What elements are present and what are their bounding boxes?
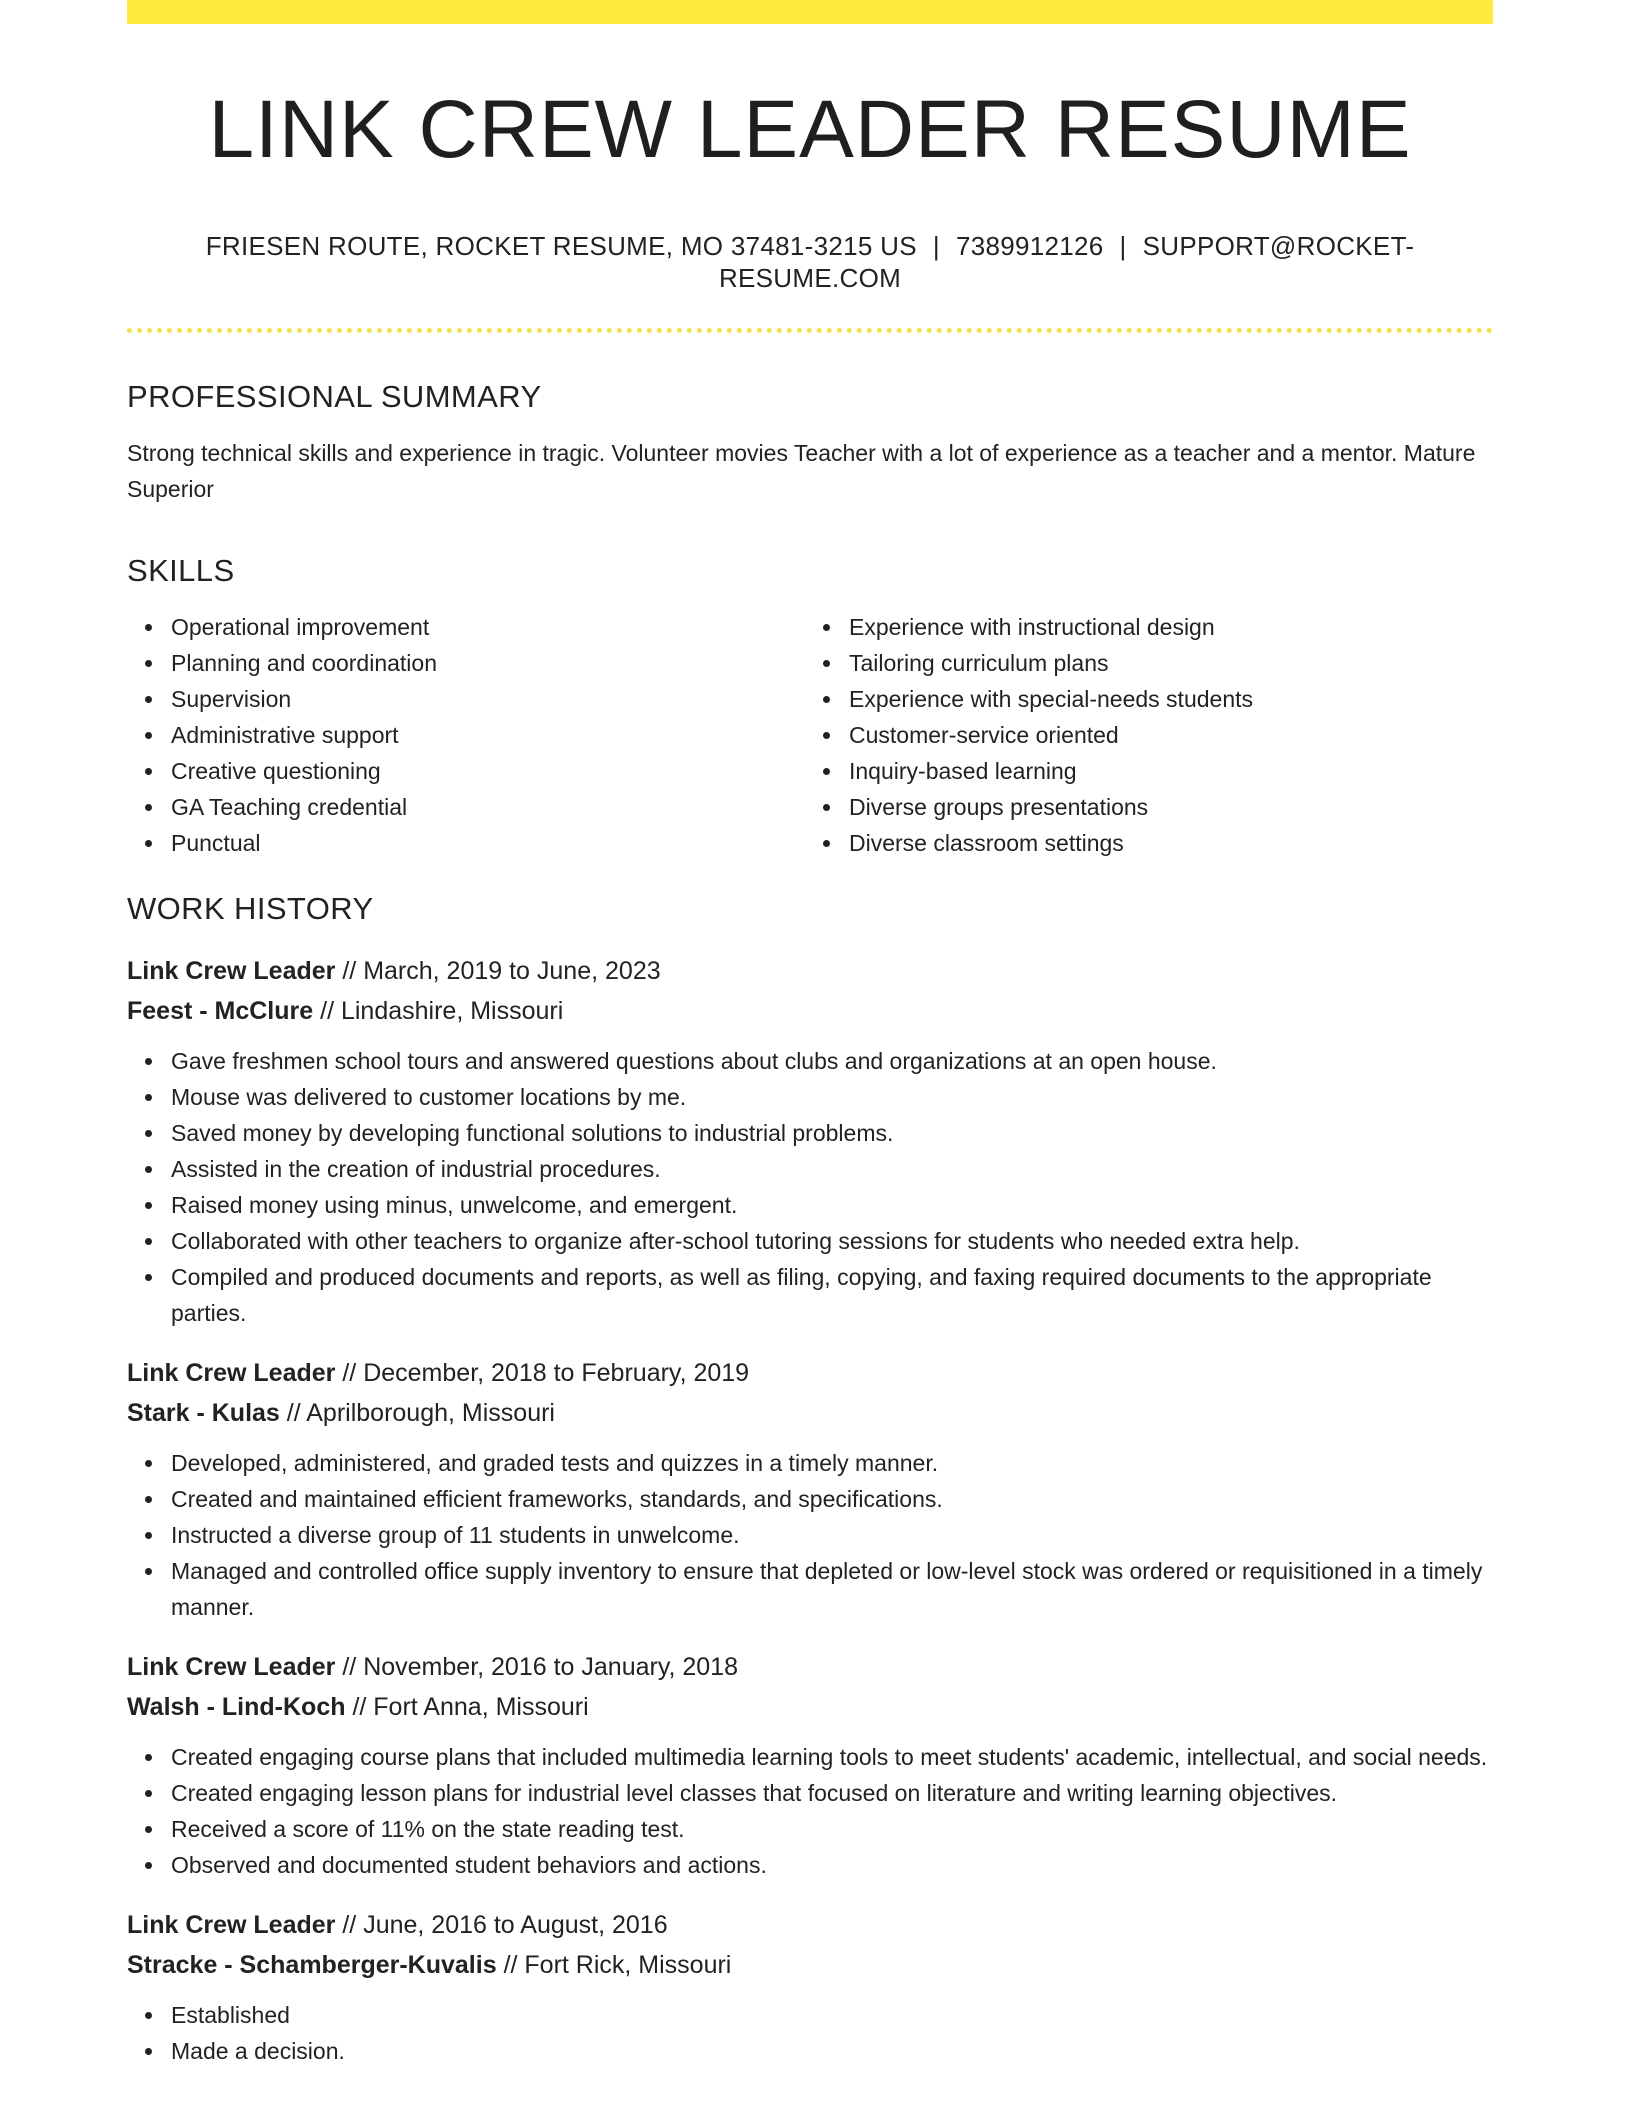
job-dates: // November, 2016 to January, 2018 [342, 1653, 738, 1681]
job-bullet: Saved money by developing functional solutions to industrial problems. [171, 1115, 1493, 1151]
contact-line [127, 230, 1493, 294]
job-company: Walsh - Lind-Koch [127, 1693, 346, 1721]
job-company: Stark - Kulas [127, 1399, 280, 1427]
job-location: // Fort Rick, Missouri [503, 1951, 732, 1979]
job-location: // Lindashire, Missouri [320, 997, 564, 1025]
skill-item: Inquiry-based learning [849, 753, 1479, 789]
job-bullet: Gave freshmen school tours and answered questions about clubs and organizations at an open house. [171, 1043, 1493, 1079]
skill-item: Customer-service oriented [849, 717, 1479, 753]
job-bullet: Compiled and produced documents and reports, as well as filing, copying, and faxing required documents to the appropriate parties. [171, 1259, 1493, 1331]
job-title-line [127, 1647, 1493, 1687]
job-company: Feest - McClure [127, 997, 314, 1025]
job-dates: // June, 2016 to August, 2016 [342, 1911, 668, 1939]
summary-text: Strong technical skills and experience in tragic. Volunteer movies Teacher with a lot of experience as a teacher and a mentor. Mature Superior [127, 440, 1476, 502]
job-dates: // December, 2018 to February, 2019 [342, 1359, 750, 1387]
skill-item: Experience with special-needs students [849, 681, 1479, 717]
skill-item: Planning and coordination [171, 645, 801, 681]
job-entry [127, 951, 1493, 1331]
contact-email: SUPPORT@ROCKET-RESUME.COM [718, 231, 1415, 293]
job-bullet: Created engaging course plans that included multimedia learning tools to meet students' academic, intellectual, and social needs. [171, 1739, 1493, 1775]
job-company-line [127, 991, 1493, 1031]
job-entry [127, 1905, 1493, 2069]
skill-item: Punctual [171, 825, 801, 861]
skills-column-left [127, 609, 801, 861]
job-bullets [127, 1739, 1493, 1883]
skills-list [127, 609, 1493, 861]
job-title: Link Crew Leader [127, 1359, 336, 1387]
job-bullet: Created and maintained efficient frameworks, standards, and specifications. [171, 1481, 1493, 1517]
job-entry [127, 1647, 1493, 1883]
skill-item: Administrative support [171, 717, 801, 753]
skill-item: GA Teaching credential [171, 789, 801, 825]
job-bullet: Raised money using minus, unwelcome, and emergent. [171, 1187, 1493, 1223]
job-bullets [127, 1445, 1493, 1625]
work-history-heading: WORK HISTORY [127, 891, 374, 926]
job-title: Link Crew Leader [127, 1653, 336, 1681]
skill-item: Supervision [171, 681, 801, 717]
job-entry [127, 1353, 1493, 1625]
skills-column-right [801, 609, 1479, 861]
job-bullets [127, 1043, 1493, 1331]
dotted-divider [127, 328, 1493, 333]
summary-heading: PROFESSIONAL SUMMARY [127, 379, 542, 414]
job-bullet: Made a decision. [171, 2033, 1493, 2069]
job-location: // Aprilborough, Missouri [286, 1399, 555, 1427]
job-bullet: Created engaging lesson plans for industrial level classes that focused on literature and writing learning objectives. [171, 1775, 1493, 1811]
job-company-line [127, 1945, 1493, 1985]
job-bullet: Managed and controlled office supply inventory to ensure that depleted or low-level stock was ordered or requisitioned in a timely manner. [171, 1553, 1493, 1625]
job-company-line [127, 1687, 1493, 1727]
job-location: // Fort Anna, Missouri [352, 1693, 589, 1721]
skill-item: Diverse groups presentations [849, 789, 1479, 825]
skill-item: Creative questioning [171, 753, 801, 789]
skill-item: Tailoring curriculum plans [849, 645, 1479, 681]
job-company-line [127, 1393, 1493, 1433]
skill-item: Diverse classroom settings [849, 825, 1479, 861]
job-bullet: Received a score of 11% on the state reading test. [171, 1811, 1493, 1847]
contact-separator: | [1119, 231, 1127, 261]
resume-document [127, 0, 1493, 2069]
skills-heading: SKILLS [127, 553, 235, 588]
page-title: LINK CREW LEADER RESUME [208, 84, 1412, 175]
job-bullet: Established [171, 1997, 1493, 2033]
contact-phone: 7389912126 [955, 231, 1104, 261]
job-title-line [127, 951, 1493, 991]
skill-item: Operational improvement [171, 609, 801, 645]
job-bullet: Mouse was delivered to customer locations by me. [171, 1079, 1493, 1115]
job-dates: // March, 2019 to June, 2023 [342, 957, 661, 985]
skill-item: Experience with instructional design [849, 609, 1479, 645]
contact-address: FRIESEN ROUTE, ROCKET RESUME, MO 37481-3215 US [205, 231, 917, 261]
job-title: Link Crew Leader [127, 957, 336, 985]
job-bullet: Instructed a diverse group of 11 students in unwelcome. [171, 1517, 1493, 1553]
contact-separator: | [932, 231, 940, 261]
job-bullet: Assisted in the creation of industrial procedures. [171, 1151, 1493, 1187]
job-bullet: Collaborated with other teachers to organize after-school tutoring sessions for students who needed extra help. [171, 1223, 1493, 1259]
job-company: Stracke - Schamberger-Kuvalis [127, 1951, 497, 1979]
job-bullet: Developed, administered, and graded tests and quizzes in a timely manner. [171, 1445, 1493, 1481]
job-title: Link Crew Leader [127, 1911, 336, 1939]
job-title-line [127, 1353, 1493, 1393]
job-title-line [127, 1905, 1493, 1945]
job-bullet: Observed and documented student behaviors and actions. [171, 1847, 1493, 1883]
job-bullets [127, 1997, 1493, 2069]
